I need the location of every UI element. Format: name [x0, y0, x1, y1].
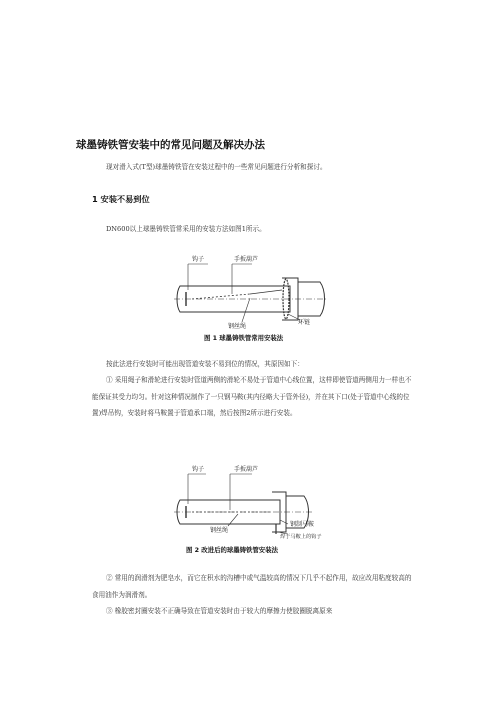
figure-1-label-chain: 环链 — [298, 319, 311, 326]
paragraph-dn600: DN600以上球墨铸铁管常采用的安装方法如图1所示。 — [106, 225, 266, 233]
figure-2-label-welded-hook: 焊于马鞍上的钩子 — [280, 534, 322, 540]
figure-1-drawing — [170, 248, 330, 344]
paragraph-item-2: ② 常用的润滑剂为肥皂水，而它在积水的沟槽中或气温较高的情况下几乎不起作用，故应改用粘度较高的食用油作为润滑剂。 — [92, 574, 412, 599]
figure-1-label-hook: 钩子 — [192, 256, 205, 263]
section-heading: 1 安装不易到位 — [92, 194, 150, 204]
figure-2-label-hoist: 手扳葫芦 — [234, 466, 259, 473]
paragraph-item-1: ① 采用绳子和滑轮进行安装时管道两侧的滑轮不易处于管道中心线位置，这样即使管道两侧用力一样也不能保证其受力均匀。针对这种情况制作了一只钢马鞍(其内径略大于管外径)，并在其下口(处于管道中心线的位置)焊吊钩，安装时将马鞍置于管道承口端，然后按图2所示进行安装。 — [92, 376, 412, 417]
paragraph-item-3: ③ 橡胶密封圈安装不正确导致在管道安装时由于较大的摩擦力使胶圈脱离原来 — [106, 607, 333, 615]
figure-2-drawing — [172, 462, 322, 558]
figure-1-label-rope: 钢丝绳 — [228, 323, 247, 330]
document-title: 球墨铸铁管安装中的常见问题及解决办法 — [76, 139, 265, 151]
intro-paragraph: 现对滑入式(T型)球墨铸铁管在安装过程中的一些常见问题进行分析和探讨。 — [106, 163, 327, 171]
figure-2-label-hook: 钩子 — [192, 466, 205, 473]
figure-2-caption: 图 2 改进后的球墨铸铁管安装法 — [186, 546, 278, 554]
figure-2-label-rope: 钢丝绳 — [210, 527, 229, 534]
figure-1 — [170, 248, 330, 344]
figure-2-label-saddle: 钢制马鞍 — [290, 521, 315, 528]
figure-1-label-hoist: 手扳葫芦 — [234, 256, 259, 263]
figure-2 — [172, 462, 322, 558]
figure-1-caption: 图 1 球墨铸铁管常用安装法 — [204, 334, 284, 342]
paragraph-reason: 按此法进行安装时可能出现管道安装不易到位的情况，其原因如下： — [106, 360, 304, 368]
